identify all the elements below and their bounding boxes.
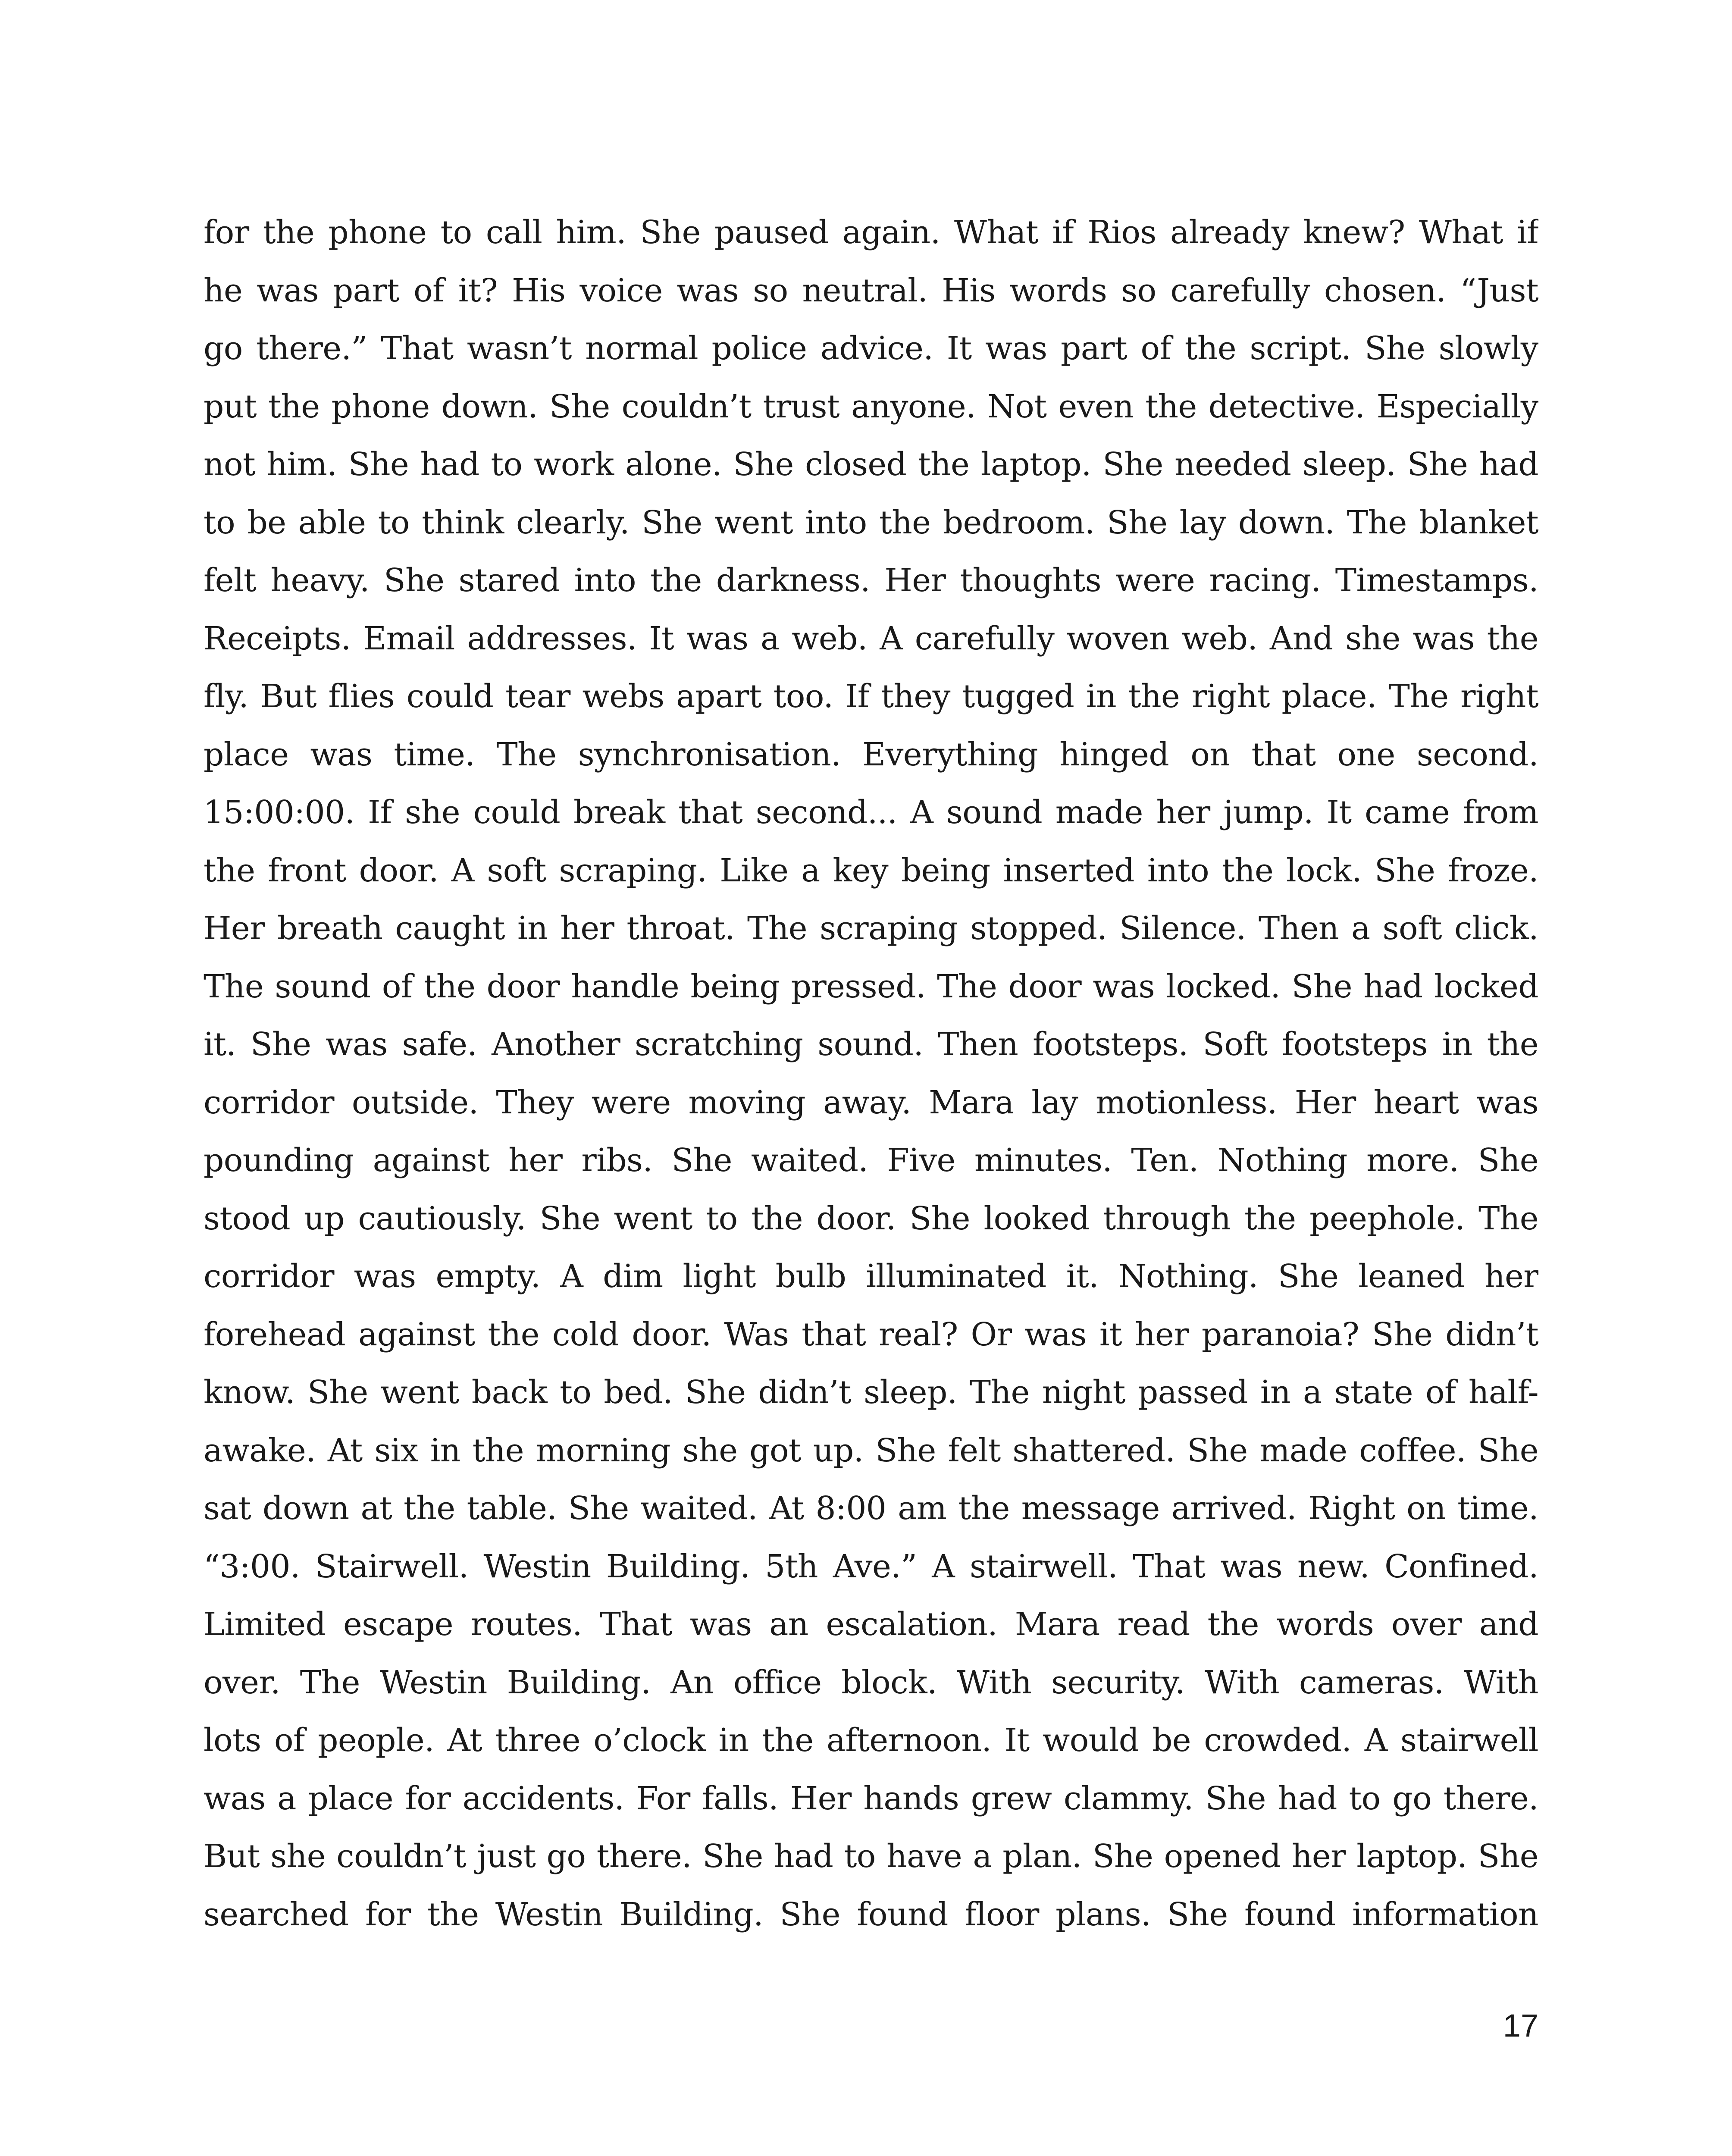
text-line: go there.” That wasn’t normal police advice. It was part of the script. She slowly: [204, 330, 1538, 367]
text-line: sat down at the table. She waited. At 8:00 am the message arrived. Right on time.: [204, 1490, 1538, 1527]
text-line: stood up cautiously. She went to the door. She looked through the peephole. The: [204, 1200, 1538, 1237]
text-line: put the phone down. She couldn’t trust anyone. Not even the detective. Especially: [204, 388, 1538, 425]
text-line: was a place for accidents. For falls. Her hands grew clammy. She had to go there.: [204, 1780, 1538, 1817]
text-line: fly. But flies could tear webs apart too. If they tugged in the right place. The right: [204, 678, 1538, 715]
text-line: forehead against the cold door. Was that real? Or was it her paranoia? She didn’t: [204, 1316, 1538, 1353]
text-line: lots of people. At three o’clock in the afternoon. It would be crowded. A stairwell: [204, 1722, 1538, 1759]
text-line: But she couldn’t just go there. She had to have a plan. She opened her laptop. She: [204, 1838, 1538, 1875]
text-line: awake. At six in the morning she got up. She felt shattered. She made coffee. She: [204, 1432, 1538, 1469]
body-text: [204, 204, 1538, 1943]
text-line: over. The Westin Building. An office block. With security. With cameras. With: [204, 1664, 1538, 1701]
text-line: felt heavy. She stared into the darkness. Her thoughts were racing. Timestamps.: [204, 562, 1538, 599]
text-line: Limited escape routes. That was an escalation. Mara read the words over and: [204, 1606, 1538, 1643]
text-line: not him. She had to work alone. She closed the laptop. She needed sleep. She had: [204, 446, 1538, 483]
text-line: place was time. The synchronisation. Everything hinged on that one second.: [204, 736, 1538, 773]
text-line: The sound of the door handle being pressed. The door was locked. She had locked: [204, 968, 1538, 1005]
text-line: the front door. A soft scraping. Like a key being inserted into the lock. She froze.: [204, 852, 1538, 889]
text-line: corridor was empty. A dim light bulb illuminated it. Nothing. She leaned her: [204, 1258, 1538, 1295]
text-line: for the phone to call him. She paused again. What if Rios already knew? What if: [204, 214, 1538, 251]
page-number: 17: [1503, 2008, 1538, 2043]
text-line: “3:00. Stairwell. Westin Building. 5th Ave.” A stairwell. That was new. Confined.: [204, 1548, 1538, 1585]
text-line: to be able to think clearly. She went into the bedroom. She lay down. The blanket: [204, 504, 1538, 541]
text-line: Receipts. Email addresses. It was a web. A carefully woven web. And she was the: [204, 620, 1538, 657]
text-line: pounding against her ribs. She waited. Five minutes. Ten. Nothing more. She: [204, 1142, 1538, 1179]
text-line: corridor outside. They were moving away. Mara lay motionless. Her heart was: [204, 1084, 1538, 1121]
text-line: Her breath caught in her throat. The scraping stopped. Silence. Then a soft click.: [204, 910, 1538, 947]
text-line: it. She was safe. Another scratching sound. Then footsteps. Soft footsteps in the: [204, 1026, 1538, 1063]
text-line: know. She went back to bed. She didn’t sleep. The night passed in a state of half-: [204, 1374, 1538, 1411]
text-line: searched for the Westin Building. She found floor plans. She found information: [204, 1896, 1538, 1933]
text-line: 15:00:00. If she could break that second... A sound made her jump. It came from: [204, 794, 1538, 831]
text-line: he was part of it? His voice was so neutral. His words so carefully chosen. “Just: [204, 272, 1538, 309]
